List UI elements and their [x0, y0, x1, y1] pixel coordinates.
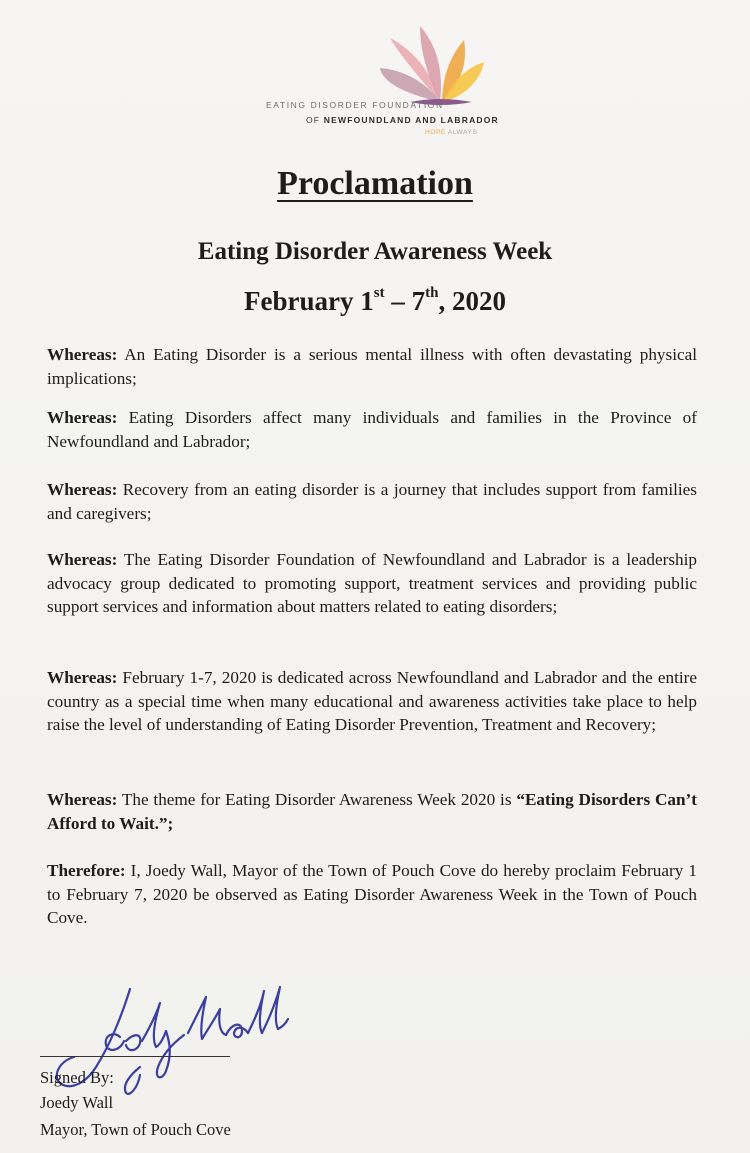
signatory-name: Joedy Wall: [40, 1093, 114, 1112]
paragraph-text: I, Joedy Wall, Mayor of the Town of Pouch Cove do hereby proclaim February 1 to February 7, 2020 be observed as Eating Disorder Awareness Week in the Town of Pouch Cove.: [47, 861, 697, 927]
logo-tagline-always: ALWAYS: [447, 129, 478, 136]
document-subtitle: Eating Disorder Awareness Week: [197, 238, 553, 265]
logo-province-prefix: OF: [306, 115, 321, 125]
whereas-paragraph-2: [47, 406, 697, 453]
paragraph-text: An Eating Disorder is a serious mental illness with often devastating physical implications;: [47, 345, 697, 388]
dates-start: February 1: [244, 286, 374, 316]
logo-tagline: [425, 129, 477, 136]
paragraph-text: Eating Disorders affect many individuals and families in the Province of Newfoundland and Labrador;: [47, 408, 697, 451]
paragraph-text: February 1-7, 2020 is dedicated across Newfoundland and Labrador and the entire country as a special time when many educational and awareness activities take place to help raise the level of understanding of Eating Disorder Prevention, Treatment and Recovery;: [47, 668, 697, 734]
therefore-paragraph: [47, 859, 697, 930]
paragraph-text: The theme for Eating Disorder Awareness Week 2020 is: [117, 790, 517, 809]
whereas-paragraph-6: [47, 788, 697, 835]
whereas-paragraph-5: [47, 666, 697, 737]
paragraph-keyword: Whereas:: [47, 550, 118, 569]
logo-foundation-name: EATING DISORDER FOUNDATION: [266, 100, 444, 110]
foundation-logo: [262, 18, 502, 143]
dates-mid: – 7: [384, 286, 426, 316]
paragraph-keyword: Therefore:: [47, 861, 126, 880]
signatory-position: Mayor, Town of Pouch Cove: [40, 1120, 231, 1139]
paragraph-keyword: Whereas:: [47, 790, 118, 809]
document-title: Proclamation: [277, 165, 473, 202]
paragraph-keyword: Whereas:: [47, 408, 118, 427]
paragraph-text: Recovery from an eating disorder is a journey that includes support from families and caregivers;: [47, 480, 697, 523]
logo-tagline-hope: HOPE: [425, 129, 446, 136]
dates-sup-st: st: [373, 285, 385, 301]
signature-line: [40, 1056, 230, 1057]
whereas-paragraph-1: [47, 343, 697, 390]
paragraph-keyword: Whereas:: [47, 668, 118, 687]
logo-province-line: [306, 115, 499, 125]
logo-province-name: NEWFOUNDLAND AND LABRADOR: [323, 115, 499, 125]
paragraph-keyword: Whereas:: [47, 345, 118, 364]
whereas-paragraph-3: [47, 478, 697, 525]
whereas-paragraph-4: [47, 548, 697, 619]
dates-sup-th: th: [425, 285, 439, 301]
signed-by-label: Signed By:: [40, 1068, 114, 1087]
lotus-flower-icon: [380, 18, 490, 113]
campaign-theme: “Eating Disorders Can’t Afford to Wait.”;: [47, 790, 697, 833]
dates-year: , 2020: [438, 286, 506, 316]
event-dates: [0, 286, 750, 317]
paragraph-keyword: Whereas:: [47, 480, 118, 499]
paragraph-text: The Eating Disorder Foundation of Newfoundland and Labrador is a leadership advocacy group dedicated to promoting support, treatment services and providing public support services and information about matters related to eating disorders;: [47, 550, 697, 616]
